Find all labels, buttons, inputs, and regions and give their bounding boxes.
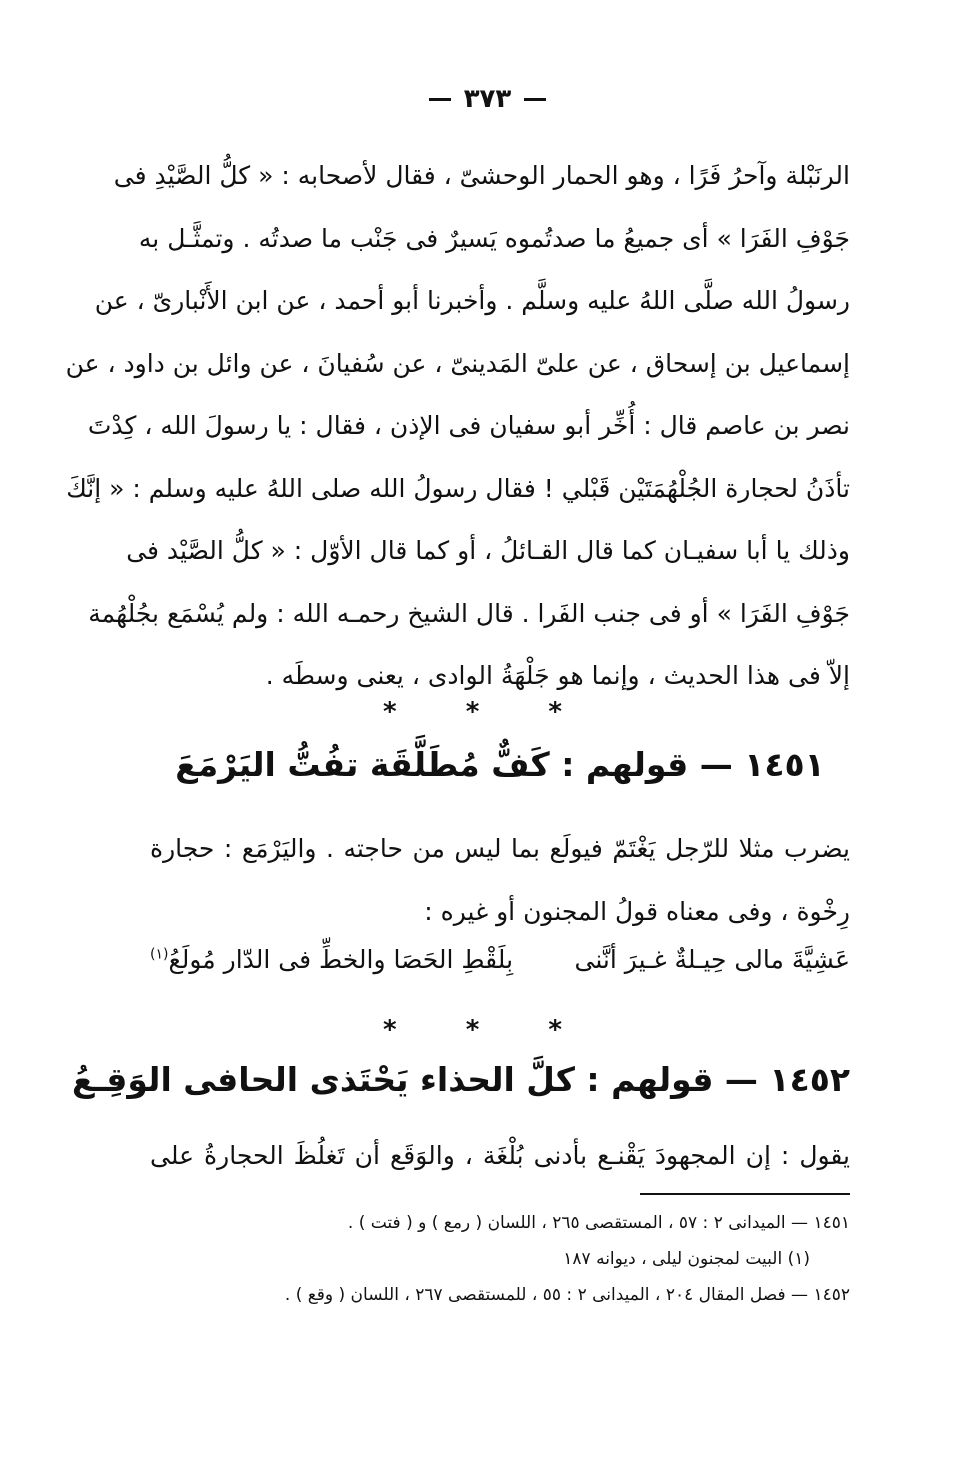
- page-number: [0, 84, 975, 114]
- paragraph-1-line: إسماعيل بن إسحاق ، عن علىّ المَدينىّ ، عن سُفيانَ ، عن وائل بن داود ، عن: [65, 348, 850, 378]
- footnote-separator: [640, 1193, 850, 1195]
- page-number-dash-left: [429, 98, 451, 101]
- paragraph-1-line: جَوْفِ الفَرَا » أو فى جنب الفَرا . قال الشيخ رحمـه الله : ولم يُسْمَع بجُلْهُمة: [88, 598, 850, 628]
- paragraph-3: [150, 1125, 850, 1188]
- section-divider-stars: * * *: [383, 1015, 592, 1045]
- paragraph-1-line: نصر بن عاصم قال : أُخِّر أبو سفيان فى الإذن ، فقال : يا رسولَ الله ، كِدْتَ: [87, 411, 850, 440]
- paragraph-1-line: وذلك يا أبا سفيـان كما قال القـائلُ ، أو كما قال الأوّل : « كلُّ الصَّيْد فى: [126, 536, 850, 565]
- section-divider-stars: * * *: [383, 697, 592, 727]
- entry-heading-1451: ١٤٥١ — قولهم : كَفٌّ مُطَلَّقَة تفُتُّ اليَرْمَعَ: [175, 745, 825, 784]
- page-number-text: ٣٧٣: [463, 84, 512, 114]
- paragraph-1: [65, 145, 850, 708]
- footnote-marker: (١): [150, 946, 169, 963]
- paragraph-2-line: يضرب مثلا للرّجل يَغْتَمّ فيولَع بما ليس من حاجته . واليَرْمَع : حجارة: [150, 834, 850, 863]
- paragraph-1-line: الرنَبْلة وآحرُ فَرًا ، وهو الحمار الوحشىّ ، فقال لأصحابه : « كلُّ الصَّيْدِ فى: [113, 161, 850, 190]
- page-number-dash-right: [524, 98, 546, 101]
- footnotes: [150, 1205, 850, 1313]
- paragraph-3-line: يقول : إن المجهودَ يَقْنـع بأدنى بُلْغَة ، والوَقَع أن تَغلُظَ الحجارةُ على: [150, 1141, 850, 1170]
- verse-hemistich-1: عَشِيَّةَ مالى حِيـلةٌ غـيرَ أنَّنى: [574, 945, 850, 974]
- footnote-1451: ١٤٥١ — الميدانى ٢ : ٥٧ ، المستقصى ٢٦٥ ، اللسان ( رمع ) و ( فتت ) .: [347, 1213, 850, 1233]
- footnote-1: (١) البيت لمجنون ليلى ، ديوانه ١٨٧: [563, 1249, 810, 1269]
- paragraph-2: [150, 818, 850, 943]
- poetry-verse: [150, 945, 850, 974]
- paragraph-1-line: جَوْفِ الفَرَا » أى جميعُ ما صدتُموه يَسيرٌ فى جَنْب ما صدتُه . وتمثَّـل به: [138, 223, 850, 253]
- footnote-1452: ١٤٥٢ — فصل المقال ٢٠٤ ، الميدانى ٢ : ٥٥ ، للمستقصى ٢٦٧ ، اللسان ( وقع ) .: [284, 1285, 850, 1305]
- entry-heading-1452: ١٤٥٢ — قولهم : كلَّ الحذاء يَحْتَذى الحافى الوَقِـعُ: [71, 1060, 850, 1099]
- paragraph-1-line: رسولُ الله صلَّى اللهُ عليه وسلَّم . وأخبرنا أبو أحمد ، عن ابن الأَنْبارىّ ، عن: [94, 286, 850, 315]
- paragraph-1-line: إلاّ فى هذا الحديث ، وإنما هو جَلْهَةُ الوادى ، يعنى وسطَه .: [265, 661, 850, 690]
- paragraph-1-line: تأذَنُ لحجارة الجُلْهُمَتَيْن قَبْلي ! فقال رسولُ الله صلى اللهُ عليه وسلم : « إنَّكَ: [66, 473, 850, 503]
- verse-hemistich-2: بِلَقْطِ الحَصَا والخطِّ فى الدّار مُولَعُ: [168, 945, 514, 974]
- verse-hemistich-2-wrap: [150, 945, 513, 974]
- paragraph-2-line: رِخْوة ، وفى معناه قولُ المجنون أو غيره :: [424, 896, 850, 926]
